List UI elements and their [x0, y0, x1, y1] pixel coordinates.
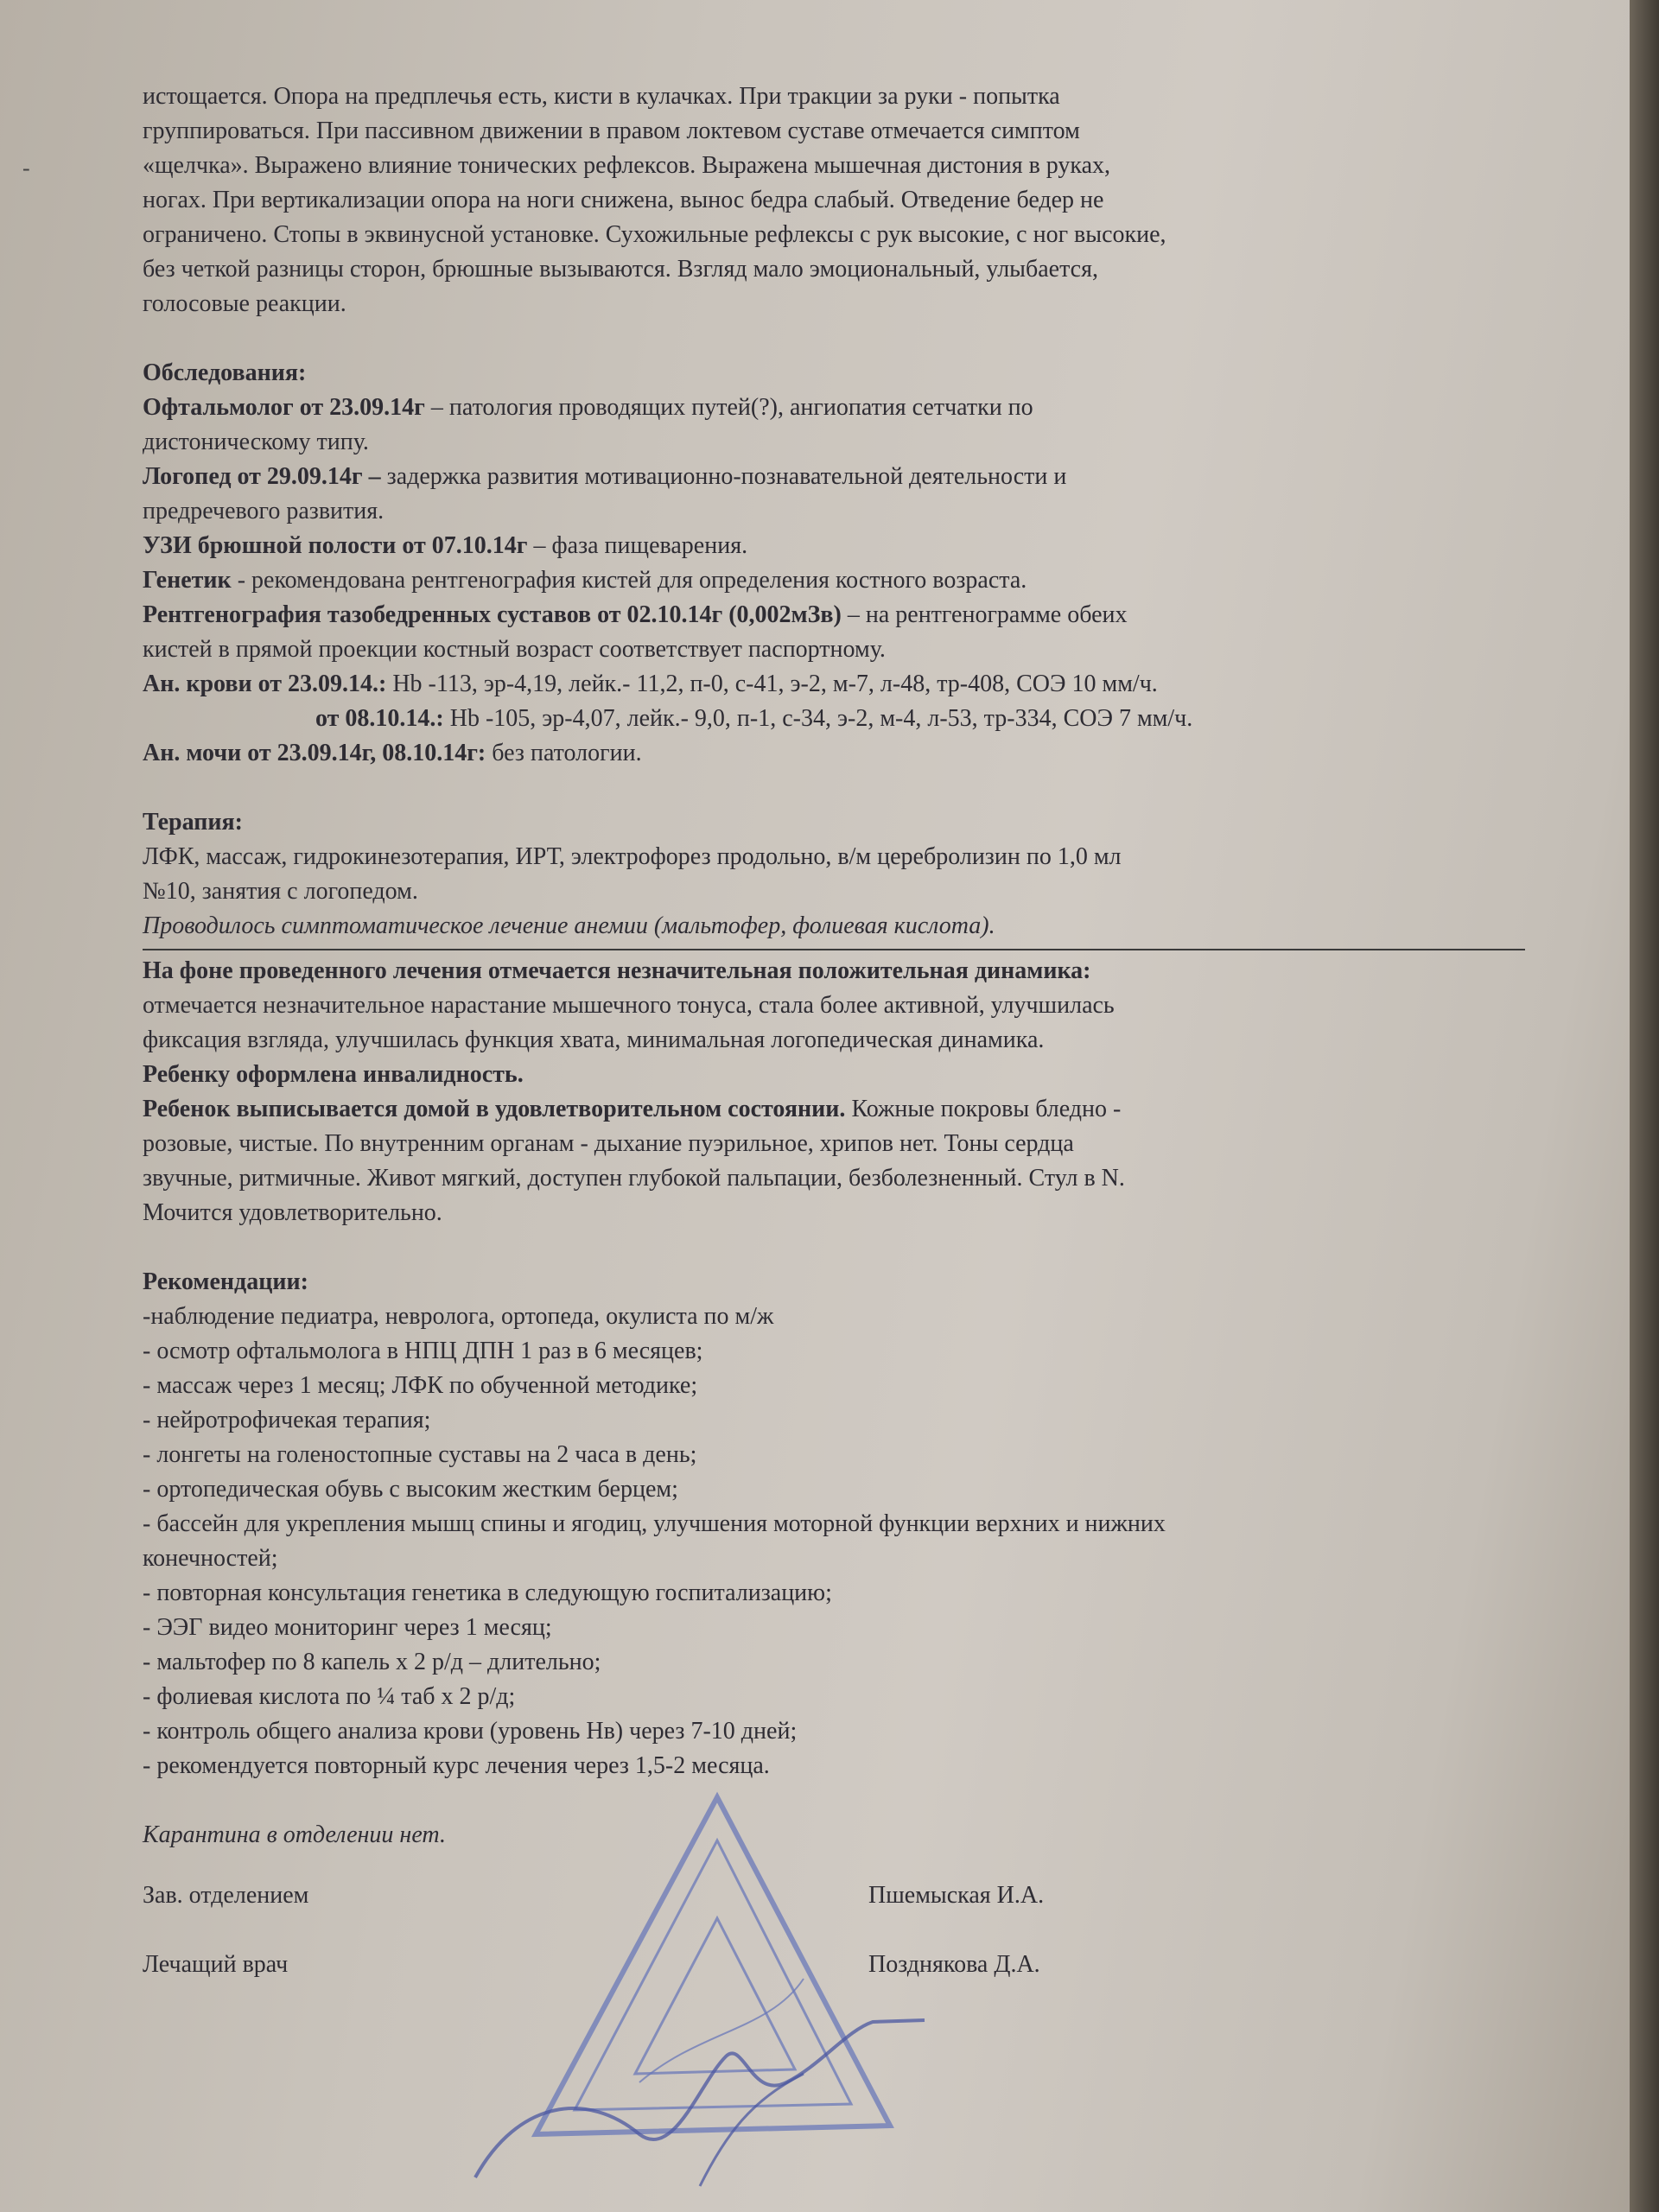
blood-2-label: от 08.10.14.:	[315, 705, 444, 732]
outcome-section	[143, 954, 1508, 1230]
blood-2-values: Hb -105, эр-4,07, лейк.- 9,0, п-1, с-34, э-2, м-4, л-53, тр-334, СОЭ 7 мм/ч.	[443, 705, 1193, 732]
margin-mark: -	[22, 156, 30, 181]
doctor-name: Позднякова Д.А.	[868, 1951, 1040, 1978]
dynamics-line: отмечается незначительное нарастание мышечного тонуса, стала более активной, улучшилась	[143, 992, 1115, 1019]
urine-label: Ан. мочи от 23.09.14г, 08.10.14г:	[143, 740, 486, 766]
text-line: ногах. При вертикализации опора на ноги снижена, вынос бедра слабый. Отведение бедер не	[143, 187, 1104, 213]
recommendations-section	[143, 1265, 1508, 1783]
document-body	[143, 79, 1508, 2017]
rec-item: - повторная консультация генетика в следующую госпитализацию;	[143, 1580, 832, 1606]
text-line: без четкой разницы сторон, брюшные вызываются. Взгляд мало эмоциональный, улыбается,	[143, 256, 1098, 283]
uzi-text: – фаза пищеварения.	[527, 532, 748, 559]
anemia-note: Проводилось симптоматическое лечение анемии (мальтофер, фолиевая кислота).	[143, 912, 995, 939]
disability-note: Ребенку оформлена инвалидность.	[143, 1061, 524, 1088]
text-line: «щелчка». Выражено влияние тонических рефлексов. Выражена мышечная дистония в руках,	[143, 152, 1111, 179]
genetic-text: - рекомендована рентгенография кистей для определения костного возраста.	[231, 567, 1027, 594]
xray-text-2: кистей в прямой проекции костный возраст соответствует паспортному.	[143, 636, 886, 663]
text-line: группироваться. При пассивном движении в правом локтевом суставе отмечается симптом	[143, 118, 1080, 144]
exams-section	[143, 356, 1508, 771]
exam-paragraph	[143, 79, 1508, 321]
rec-item: - бассейн для укрепления мышц спины и ягодиц, улучшения моторной функции верхних и нижних	[143, 1510, 1166, 1537]
section-heading: Рекомендации:	[143, 1268, 308, 1295]
discharge-line: Мочится удовлетворительно.	[143, 1199, 442, 1226]
oph-text-2: дистоническому типу.	[143, 429, 369, 455]
uzi-label: УЗИ брюшной полости от 07.10.14г	[143, 532, 528, 559]
section-heading: Терапия:	[143, 809, 243, 836]
rec-item: - ЭЭГ видео мониторинг через 1 месяц;	[143, 1614, 552, 1641]
discharge-line: звучные, ритмичные. Живот мягкий, доступен глубокой пальпации, безболезненный. Стул в N.	[143, 1165, 1125, 1192]
dynamics-line: фиксация взгляда, улучшилась функция хвата, минимальная логопедическая динамика.	[143, 1027, 1045, 1053]
rec-item: - ортопедическая обувь с высоким жестким берцем;	[143, 1476, 678, 1503]
therapy-line: ЛФК, массаж, гидрокинезотерапия, ИРТ, электрофорез продольно, в/м церебролизин по 1,0 мл	[143, 843, 1122, 870]
rec-item: - контроль общего анализа крови (уровень Нв) через 7-10 дней;	[143, 1718, 798, 1745]
logoped-text-2: предречевого развития.	[143, 498, 385, 524]
discharge-heading: Ребенок выписывается домой в удовлетворительном состоянии.	[143, 1096, 846, 1122]
blood-1-values: Hb -113, эр-4,19, лейк.- 11,2, п-0, с-41, э-2, м-7, л-48, тр-408, СОЭ 10 мм/ч.	[386, 671, 1158, 697]
text-line: голосовые реакции.	[143, 290, 346, 317]
quarantine-note: Карантина в отделении нет.	[143, 1821, 446, 1848]
genetic-label: Генетик	[143, 567, 232, 594]
blood-1-label: Ан. крови от 23.09.14.:	[143, 671, 387, 697]
therapy-section	[143, 805, 1508, 950]
rec-item: - фолиевая кислота по ¼ таб х 2 р/д;	[143, 1683, 516, 1710]
oph-text: – патология проводящих путей(?), ангиопатия сетчатки по	[424, 394, 1033, 421]
head-of-dept-name: Пшемыская И.А.	[868, 1882, 1045, 1909]
rec-item: конечностей;	[143, 1545, 278, 1572]
section-heading: Обследования:	[143, 359, 307, 386]
discharge-line: розовые, чистые. По внутренним органам - дыхание пуэрильное, хрипов нет. Тоны сердца	[143, 1130, 1074, 1157]
logoped-text: задержка развития мотивационно-познавательной деятельности и	[380, 463, 1067, 490]
rec-item: - мальтофер по 8 капель х 2 р/д – длительно;	[143, 1649, 601, 1675]
rec-item: - массаж через 1 месяц; ЛФК по обученной методике;	[143, 1372, 698, 1399]
divider-line	[143, 949, 1525, 950]
therapy-line: №10, занятия с логопедом.	[143, 878, 418, 905]
head-of-dept-label: Зав. отделением	[143, 1882, 309, 1909]
rec-item: -наблюдение педиатра, невролога, ортопеда, окулиста по м/ж	[143, 1303, 774, 1330]
page-edge	[1630, 0, 1659, 2212]
rec-item: - рекомендуется повторный курс лечения через 1,5-2 месяца.	[143, 1752, 770, 1779]
rec-item: - лонгеты на голеностопные суставы на 2 часа в день;	[143, 1441, 697, 1468]
discharge-text: Кожные покровы бледно -	[845, 1096, 1122, 1122]
triangle-stamp-and-signature	[441, 1771, 1097, 2203]
text-line: истощается. Опора на предплечья есть, кисти в кулачках. При тракции за руки - попытка	[143, 83, 1060, 110]
rec-item: - осмотр офтальмолога в НПЦ ДПН 1 раз в 6 месяцев;	[143, 1338, 703, 1364]
oph-label: Офтальмолог от 23.09.14г	[143, 394, 425, 421]
logoped-label: Логопед от 29.09.14г –	[143, 463, 381, 490]
rec-item: - нейротрофичекая терапия;	[143, 1407, 431, 1433]
xray-label: Рентгенография тазобедренных суставов от 02.10.14г (0,002мЗв)	[143, 601, 842, 628]
dynamics-heading: На фоне проведенного лечения отмечается незначительная положительная динамика:	[143, 957, 1091, 984]
xray-text: – на рентгенограмме обеих	[841, 601, 1128, 628]
doctor-label: Лечащий врач	[143, 1951, 289, 1978]
text-line: ограничено. Стопы в эквинусной установке. Сухожильные рефлексы с рук высокие, с ног высокие,	[143, 221, 1166, 248]
urine-text: без патологии.	[486, 740, 642, 766]
